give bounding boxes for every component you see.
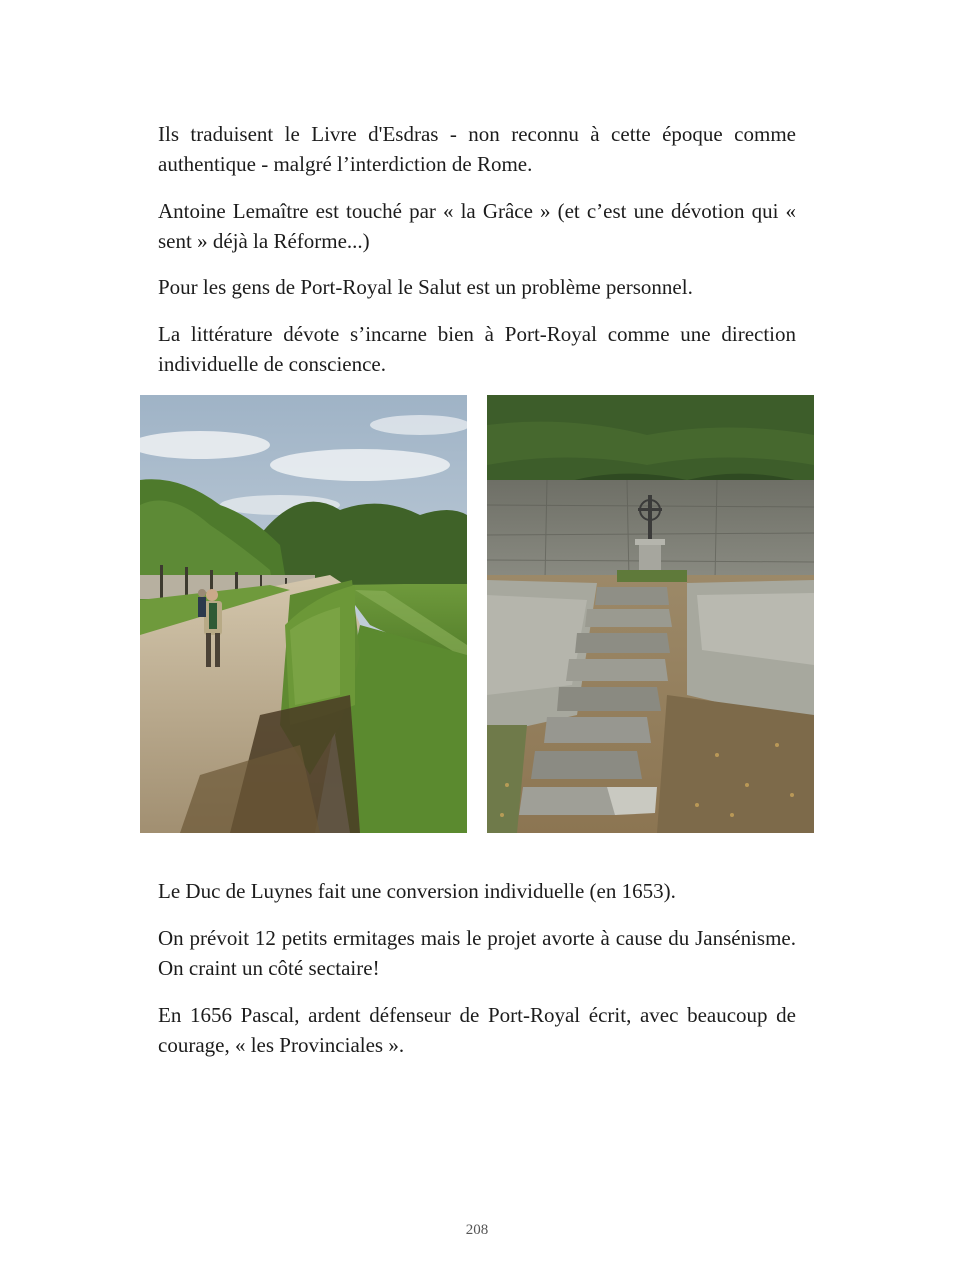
photo-stone-steps	[487, 395, 814, 833]
paragraph-litterature: La littérature dévote s’incarne bien à Port-Royal comme une direction individuelle de conscience.	[158, 322, 796, 376]
garden-path-image	[140, 395, 467, 833]
paragraph-luynes: Le Duc de Luynes fait une conversion individuelle (en 1653).	[158, 879, 676, 903]
page-number: 208	[465, 1222, 489, 1238]
photo-garden-path	[140, 395, 467, 833]
paragraph-lemaitre: Antoine Lemaître est touché par « la Grâce » (et c’est une dévotion qui « sent » déjà la Réforme...)	[158, 199, 796, 253]
paragraph-ermitages: On prévoit 12 petits ermitages mais le projet avorte à cause du Jansénisme. On craint un côté sectaire!	[158, 926, 796, 980]
paragraph-esdras: Ils traduisent le Livre d'Esdras - non reconnu à cette époque comme authentique - malgré l’interdiction de Rome.	[158, 122, 796, 176]
paragraph-salut: Pour les gens de Port-Royal le Salut est un problème personnel.	[158, 275, 693, 299]
paragraph-pascal: En 1656 Pascal, ardent défenseur de Port-Royal écrit, avec beaucoup de courage, « les Provinciales ».	[158, 1003, 796, 1057]
stone-steps-image	[487, 395, 814, 833]
